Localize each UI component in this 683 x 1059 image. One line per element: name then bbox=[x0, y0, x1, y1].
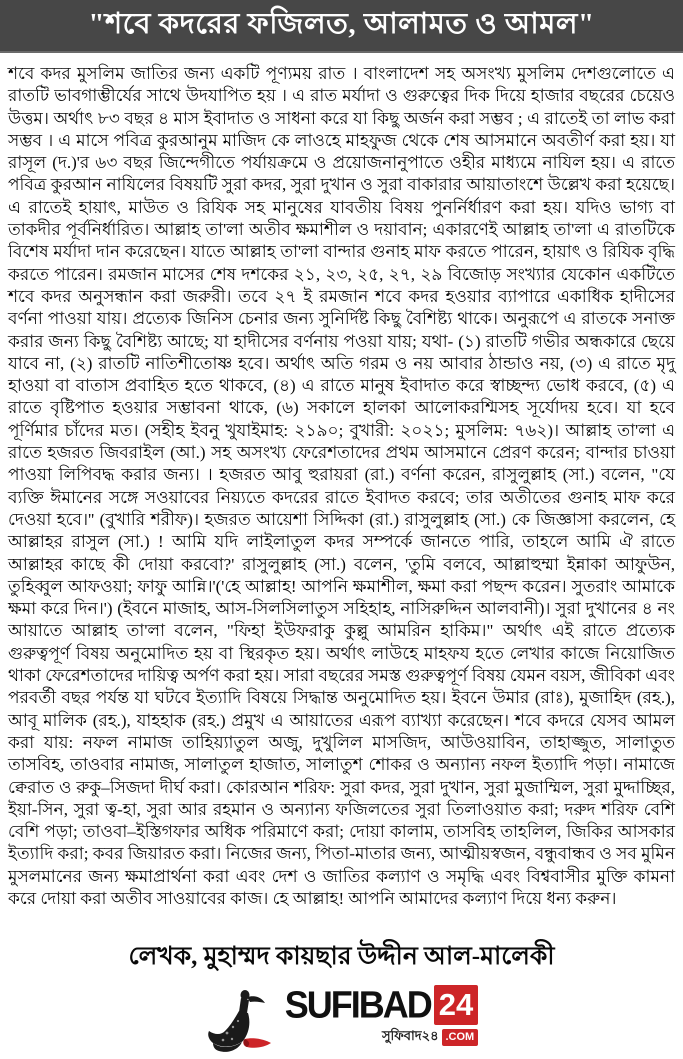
logo-text-block bbox=[285, 985, 478, 1048]
title-bar bbox=[0, 0, 683, 53]
page-title: "শবে কদরের ফজিলত, আলামত ও আমল" bbox=[88, 8, 595, 40]
article-body bbox=[0, 53, 683, 910]
logo-wordmark: SUFIBAD bbox=[284, 983, 431, 1027]
sufibad-logo bbox=[0, 985, 683, 1059]
logo-tld-badge: .COM bbox=[442, 1029, 479, 1046]
article-paragraph: শবে কদর মুসলিম জাতির জন্য একটি পূণ্যময় রাত । বাংলাদেশ সহ অসংখ্য মুসলিম দেশগুলোতে এ রাতটি ভাবগাম্ভীর্যের সাথে উদযাপিত হয় । এ রাত মর্যাদা ও গুরুত্বের দিক দিয়ে হাজার বছরের চেয়েও উত্তম। অর্থাৎ ৮৩ বছর ৪ মাস ইবাদাত ও সাধনা করে যা কিছু অর্জন করা সম্ভব ; এ রাতেই তা লাভ করা সম্ভব । এ মাসে পবিত্র কুরআনুম মাজিদ কে লাওহে মাহফুজ থেকে শেষ আসমানে অবতীর্ণ করা হয়। যা রাসূল (দ.)'র ৬৩ বছর জিন্দেগীতে পর্যায়ক্রমে ও প্রয়োজনানুপাতে ওহীর মাধ্যমে নাযিল হয়। এ রাতে পবিত্র কুরআন নাযিলের বিষয়টি সুরা কদর, সুরা দুখান ও সুরা বাকারার আয়াতাংশে উল্লেখ করা হয়েছে। এ রাতেই হায়াৎ, মাউত ও রিযিক সহ মানুষের যাবতীয় বিষয় পুনর্নির্ধারণ করা হয়। যদিও ভাগ্য বা তাকদীর পূর্বনির্ধারিত। আল্লাহ তা'লা অতীব ক্ষমাশীল ও দয়াবান; একারণেই আল্লাহ তা'লা এ রাতটিকে বিশেষ মর্যাদা দান করেছেন। যাতে আল্লাহ তা'লা বান্দার গুনাহ মাফ করতে পারেন, হায়াৎ ও রিযিক বৃদ্ধি করতে পারেন। রমজান মাসের শেষ দশকের ২১, ২৩, ২৫, ২৭, ২৯ বিজোড় সংখ্যার যেকোন একটিতে শবে কদর অনুসন্ধান করা জরুরী। তবে ২৭ ই রমজান শবে কদর হওয়ার ব্যাপারে একাধিক হাদীসের বর্ণনা পাওয়া যায়। প্রত্যেক জিনিস চেনার জন্য সুনির্দিষ্ট কিছু বৈশিষ্ট্য থাকে। অনুরূপে এ রাতকে সনাক্ত করার জন্য কিছু বৈশিষ্ট্য আছে; যা হাদীসের বর্ণনায় পওয়া যায়; যথা- (১) রাতটি গভীর অন্ধকারে ছেয়ে যাবে না, (২) রাতটি নাতিশীতোষ্ণ হবে। অর্থাৎ অতি গরম ও নয় আবার ঠান্ডাও নয়, (৩) এ রাতে মৃদু হাওয়া বা বাতাস প্রবাহিত হতে থাকবে, (৪) এ রাতে মানুষ ইবাদাত করে স্বাচ্ছন্দ্য ভোধ করবে, (৫) এ রাতে বৃষ্টিপাত হওয়ার সম্ভাবনা থাকে, (৬) সকালে হালকা আলোকরশ্মিসহ সূর্যোদয় হবে। যা হবে পূর্ণিমার চাঁদের মত। (সহীহ ইবনু খুযাইমাহ: ২১৯০; বুখারী: ২০২১; মুসলিম: ৭৬২)। আল্লাহ তা'লা এ রাতে হজরত জিবরাইল (আ.) সহ অসংখ্য ফেরেশতাদের প্রথম আসমানে প্রেরণ করেন; বান্দার চাওয়া পাওয়া লিপিবদ্ধ করার জন্য। । হজরত আবু হুরায়রা (রা.) বর্ণনা করেন, রাসুলুল্লাহ (সা.) বলেন, "যে ব্যক্তি ঈমানের সঙ্গে সওয়াবের নিয়্যতে কদরের রাতে ইবাদত করবে; তার অতীতের গুনাহ মাফ করে দেওয়া হবে।'' (বুখারি শরীফ)। হজরত আয়েশা সিদ্দিকা (রা.) রাসুলুল্লাহ (সা.) কে জিজ্ঞাসা করলেন, হে আল্লাহর রাসুল (সা.) ! আমি যদি লাইলাতুল কদর সম্পর্কে জানতে পারি, তাহলে আমি ঐ রাতে আল্লাহর কাছে কী দোয়া করবো?' রাসুলুল্লাহ (সা.) বলেন, 'তুমি বলবে, আল্লাহুম্মা ইন্নাকা আফুউন, তুহিব্বুল আফওয়া; ফাফু আন্নি।'('হে আল্লাহ! আপনি ক্ষমাশীল, ক্ষমা করা পছন্দ করেন। সুতরাং আমাকে ক্ষমা করে দিন।') (ইবনে মাজাহ, আস-সিলসিলাতুস সহিহাহ, নাসিরুদ্দিন আলবানী)। সুরা দুখানের ৪ নং আয়াতে আল্লাহ তা'লা বলেন, "ফিহা ইউফরাকু কুল্লু আমরিন হাকিম।" অর্থাৎ এই রাতে প্রত্যেক গুরুত্বপূর্ণ বিষয় অনুমোদিত হয় বা স্থিরকৃত হয়। অর্থাৎ লাউহে মাহফয হতে লেখার কাজে নিয়োজিত থাকা ফেরেশতাদের দায়িত্ব অর্পণ করা হয়। সারা বছরের সমস্ত গুরুত্বপূর্ণ বিষয় যেমন বয়স, জীবিকা এবং পরবর্তী বছর পর্যন্ত যা ঘটবে ইত্যাদি বিষয়ে সিদ্ধান্ত অনুমোদিত হয়। ইবনে উমার (রাঃ), মুজাহিদ (রহ.), আবূ মালিক (রহ.), যাহহাক (রহ.) প্রমুখ এ আয়াতের এরূপ ব্যাখ্যা করেছেন। শবে কদরে যেসব আমল করা যায়: নফল নামাজ তাহিয়্যাতুল অজু, দুখুলিল মাসজিদ, আউওয়াবিন, তাহাজ্জুত, সালাতুত তাসবিহ, তাওবার নামাজ, সালাতুল হাজাত, সালাতুশ শোকর ও অন্যান্য নফল ইত্যাদি পড়া। নামাজে ক্বেরাত ও রুকু–সিজদা দীর্ঘ করা। কোরআন শরিফ: সুরা কদর, সুরা দুখান, সুরা মুজাম্মিল, সুরা মুদ্দাচ্ছির, ইয়া-সিন, সুরা ত্ব-হা, সুরা আর রহমান ও অন্যান্য ফজিলতের সুরা তিলাওয়াত করা; দরুদ শরিফ বেশি বেশি পড়া; তাওবা–ইস্তিগফার অধিক পরিমাণে করা; দোয়া কালাম, তাসবিহ তাহলিল, জিকির আসকার ইত্যাদি করা; কবর জিয়ারত করা। নিজের জন্য, পিতা-মাতার জন্য, আত্মীয়স্বজন, বন্ধুবান্ধব ও সব মুমিন মুসলমানের জন্য ক্ষমাপ্রার্থনা করা এবং দেশ ও জাতির কল্যাণ ও সমৃদ্ধি এবং বিশ্ববাসীর মুক্তি কামনা করে দোয়া করা অতীব সাওয়াবের কাজ। হে আল্লাহ! আপনি আমাদের কল্যাণ দিয়ে ধন্য করুন। bbox=[8, 64, 675, 908]
logo-bengali-name: সুফিবাদ২৪ bbox=[381, 1028, 439, 1044]
logo-wordmark-row bbox=[285, 985, 478, 1025]
logo-subtitle-row bbox=[382, 1027, 478, 1048]
author-line: লেখক, মুহাম্মদ কায়ছার উদ্দীন আল-মালেকী bbox=[128, 943, 555, 971]
logo-number-badge: 24 bbox=[434, 985, 478, 1025]
whirling-dervish-icon bbox=[205, 987, 283, 1059]
